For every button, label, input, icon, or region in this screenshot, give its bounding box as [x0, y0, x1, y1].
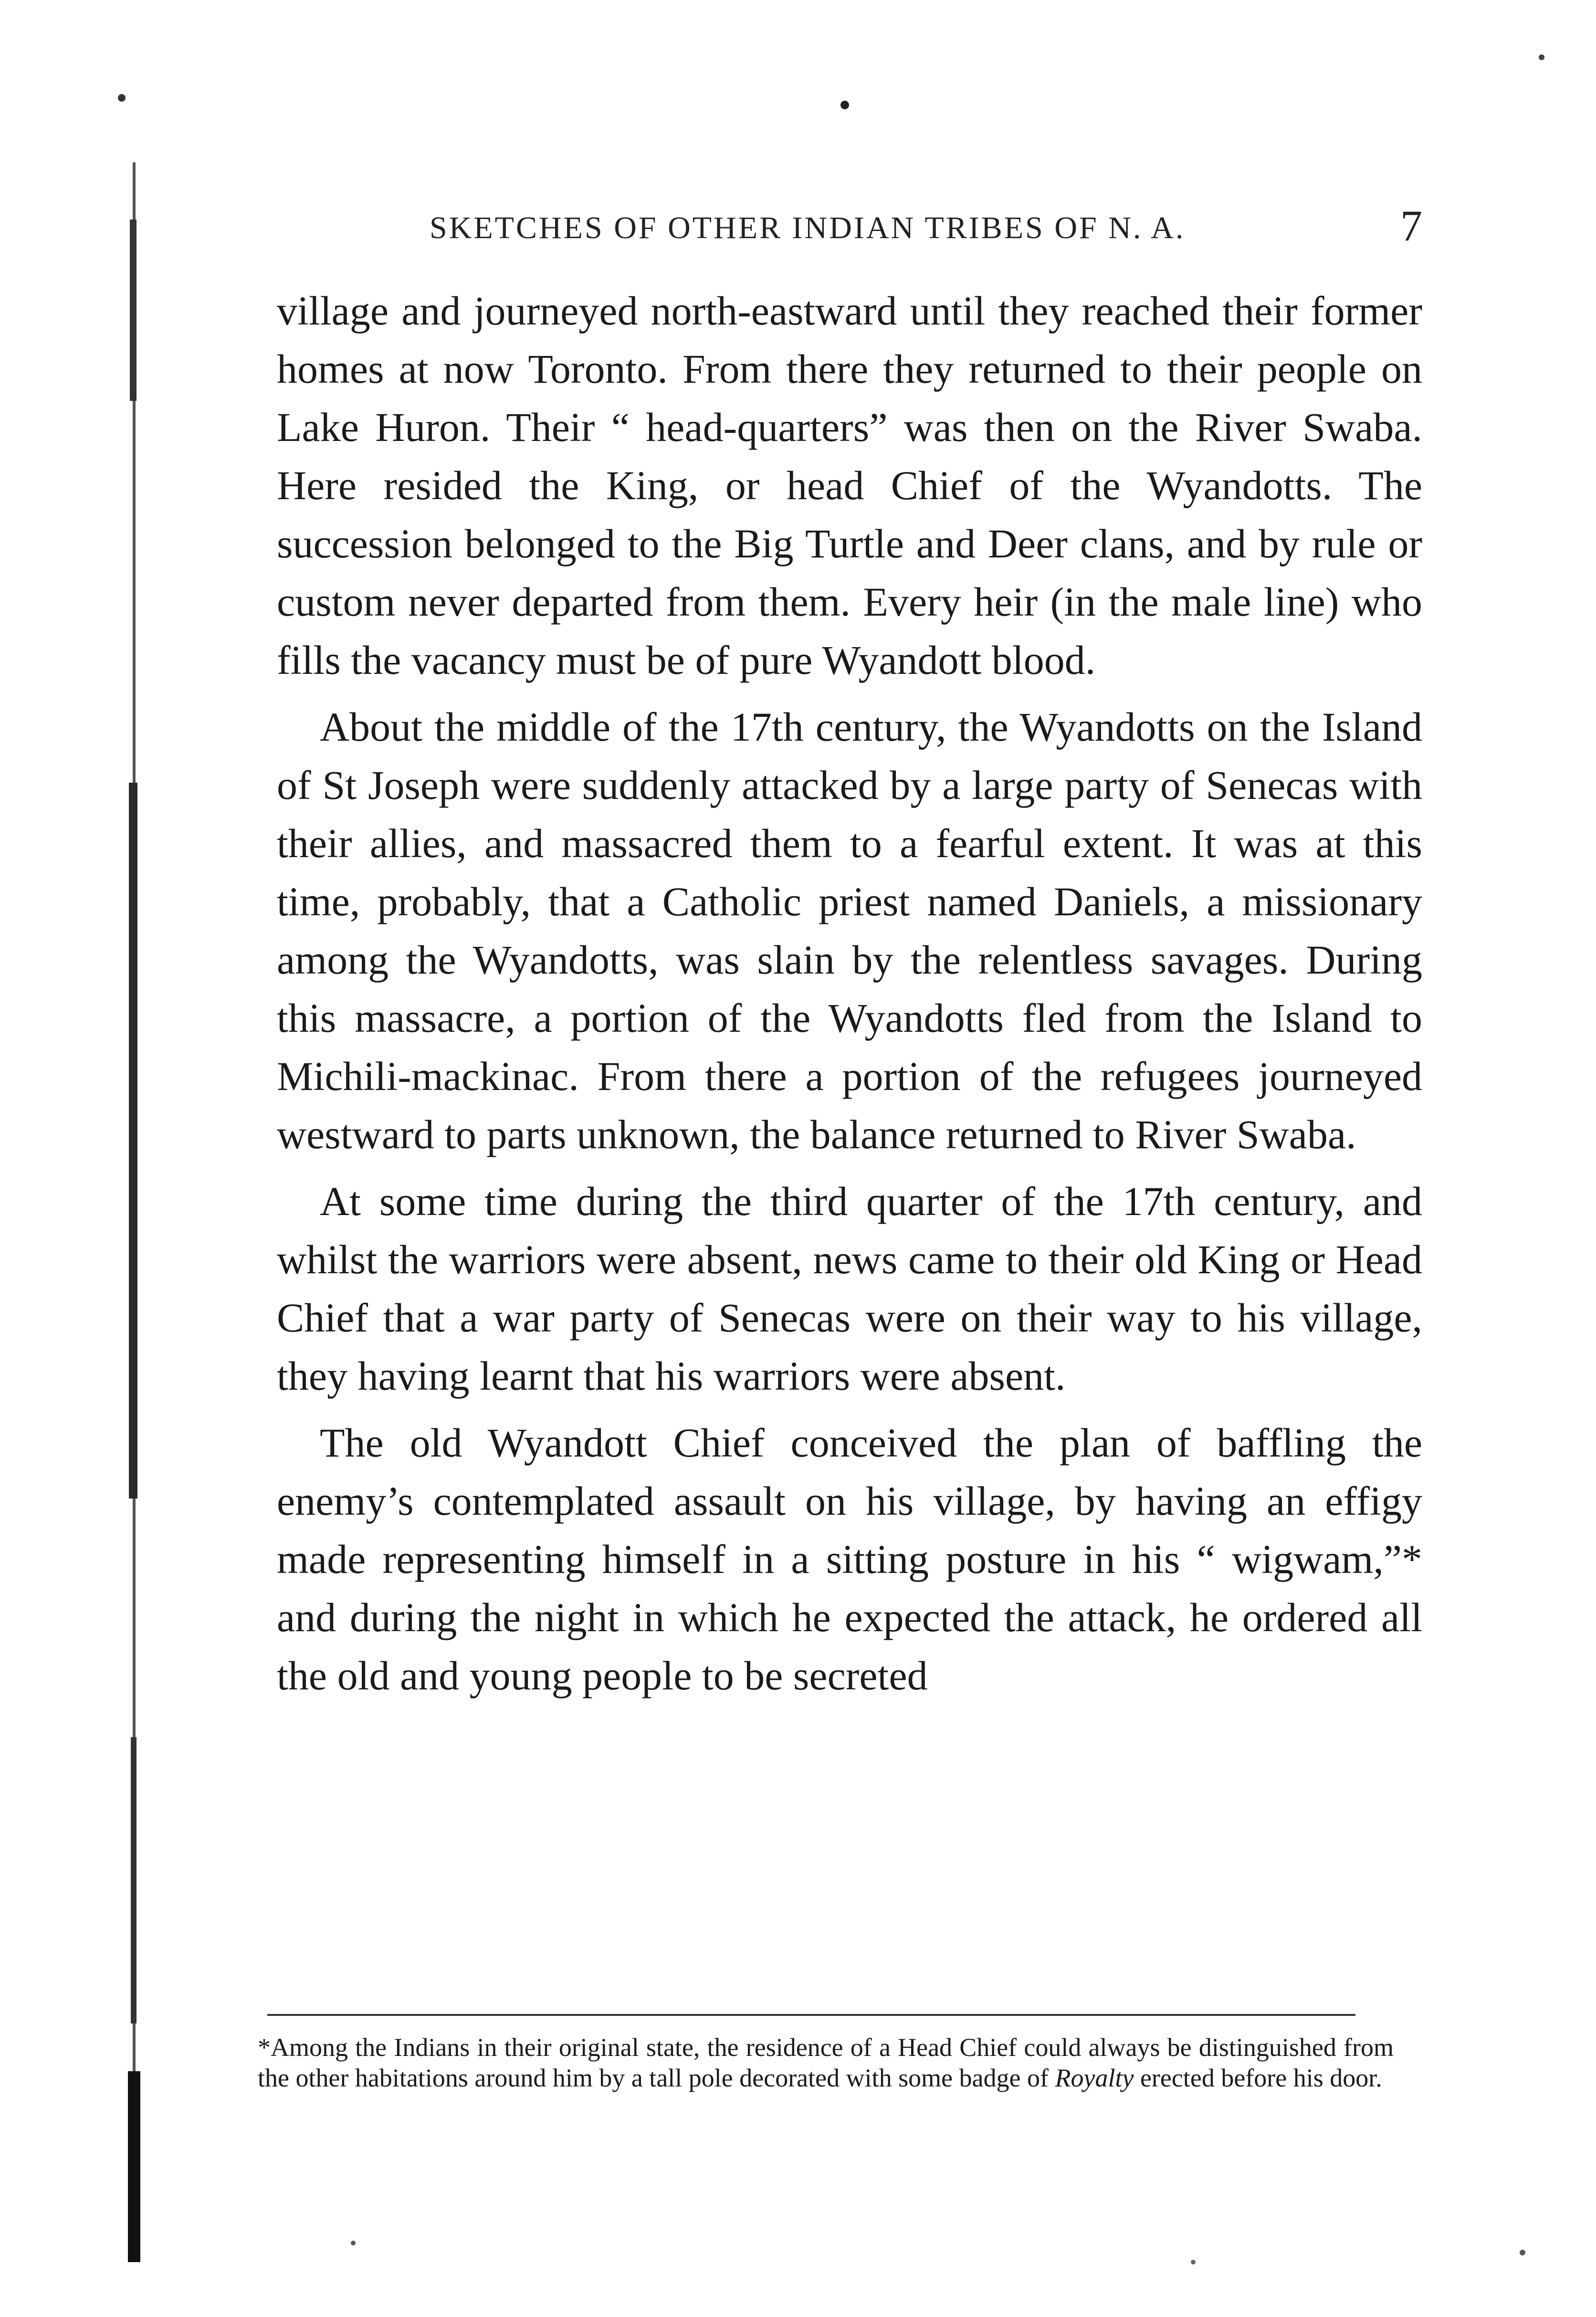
body-text: [277, 282, 1422, 1705]
footnote-text-before: *Among the Indians in their original state, the residence of a Head Chief could always be distinguished from the other habitations around him by a tall pole decorated with some badge of: [258, 2033, 1394, 2092]
paragraph-effigy: The old Wyandott Chief conceived the plan of baffling the enemy’s contemplated assault on his village, by having an effigy made representing himself in a sitting posture in his “ wigwam,”* and during the night in which he expected the attack, he ordered all the old and young people to be secreted: [277, 1420, 1422, 1698]
footnote-emphasis: Royalty: [1055, 2064, 1134, 2092]
running-head: [286, 200, 1422, 253]
paragraph-war-party: At some time during the third quarter of the 17th century, and whilst the warriors were absent, news came to their old King or Head Chief that a war party of Senecas were on their way to his village, they having learnt that his warriors were absent.: [277, 1178, 1422, 1399]
running-title: SKETCHES OF OTHER INDIAN TRIBES OF N. A.: [430, 210, 1186, 245]
footnote: [258, 2032, 1394, 2093]
page-number: 7: [1400, 201, 1422, 250]
paragraph-continuation: village and journeyed north-eastward until they reached their former homes at now Toronto. From there they returned to their people on Lake Huron. Their “ head-quarters” was then on the River Swaba. Here resided the King, or head Chief of the Wyandotts. The succession belonged to the Big Turtle and Deer clans, and by rule or custom never departed from them. Every heir (in the male line) who fills the vacancy must be of pure Wyandott blood.: [277, 288, 1422, 683]
footnote-rule: [267, 2014, 1355, 2016]
footnote-text-after: erected before his door.: [1134, 2064, 1382, 2092]
paragraph-massacre: About the middle of the 17th century, the Wyandotts on the Island of St Joseph were suddenly attacked by a large party of Senecas with their allies, and massacred them to a fearful extent. It was at this time, probably, that a Catholic priest named Daniels, a missionary among the Wyandotts, was slain by the relentless savages. During this massacre, a portion of the Wyandotts fled from the Island to Michili-mackinac. From there a portion of the refugees journeyed westward to parts unknown, the balance returned to River Swaba.: [277, 704, 1422, 1157]
